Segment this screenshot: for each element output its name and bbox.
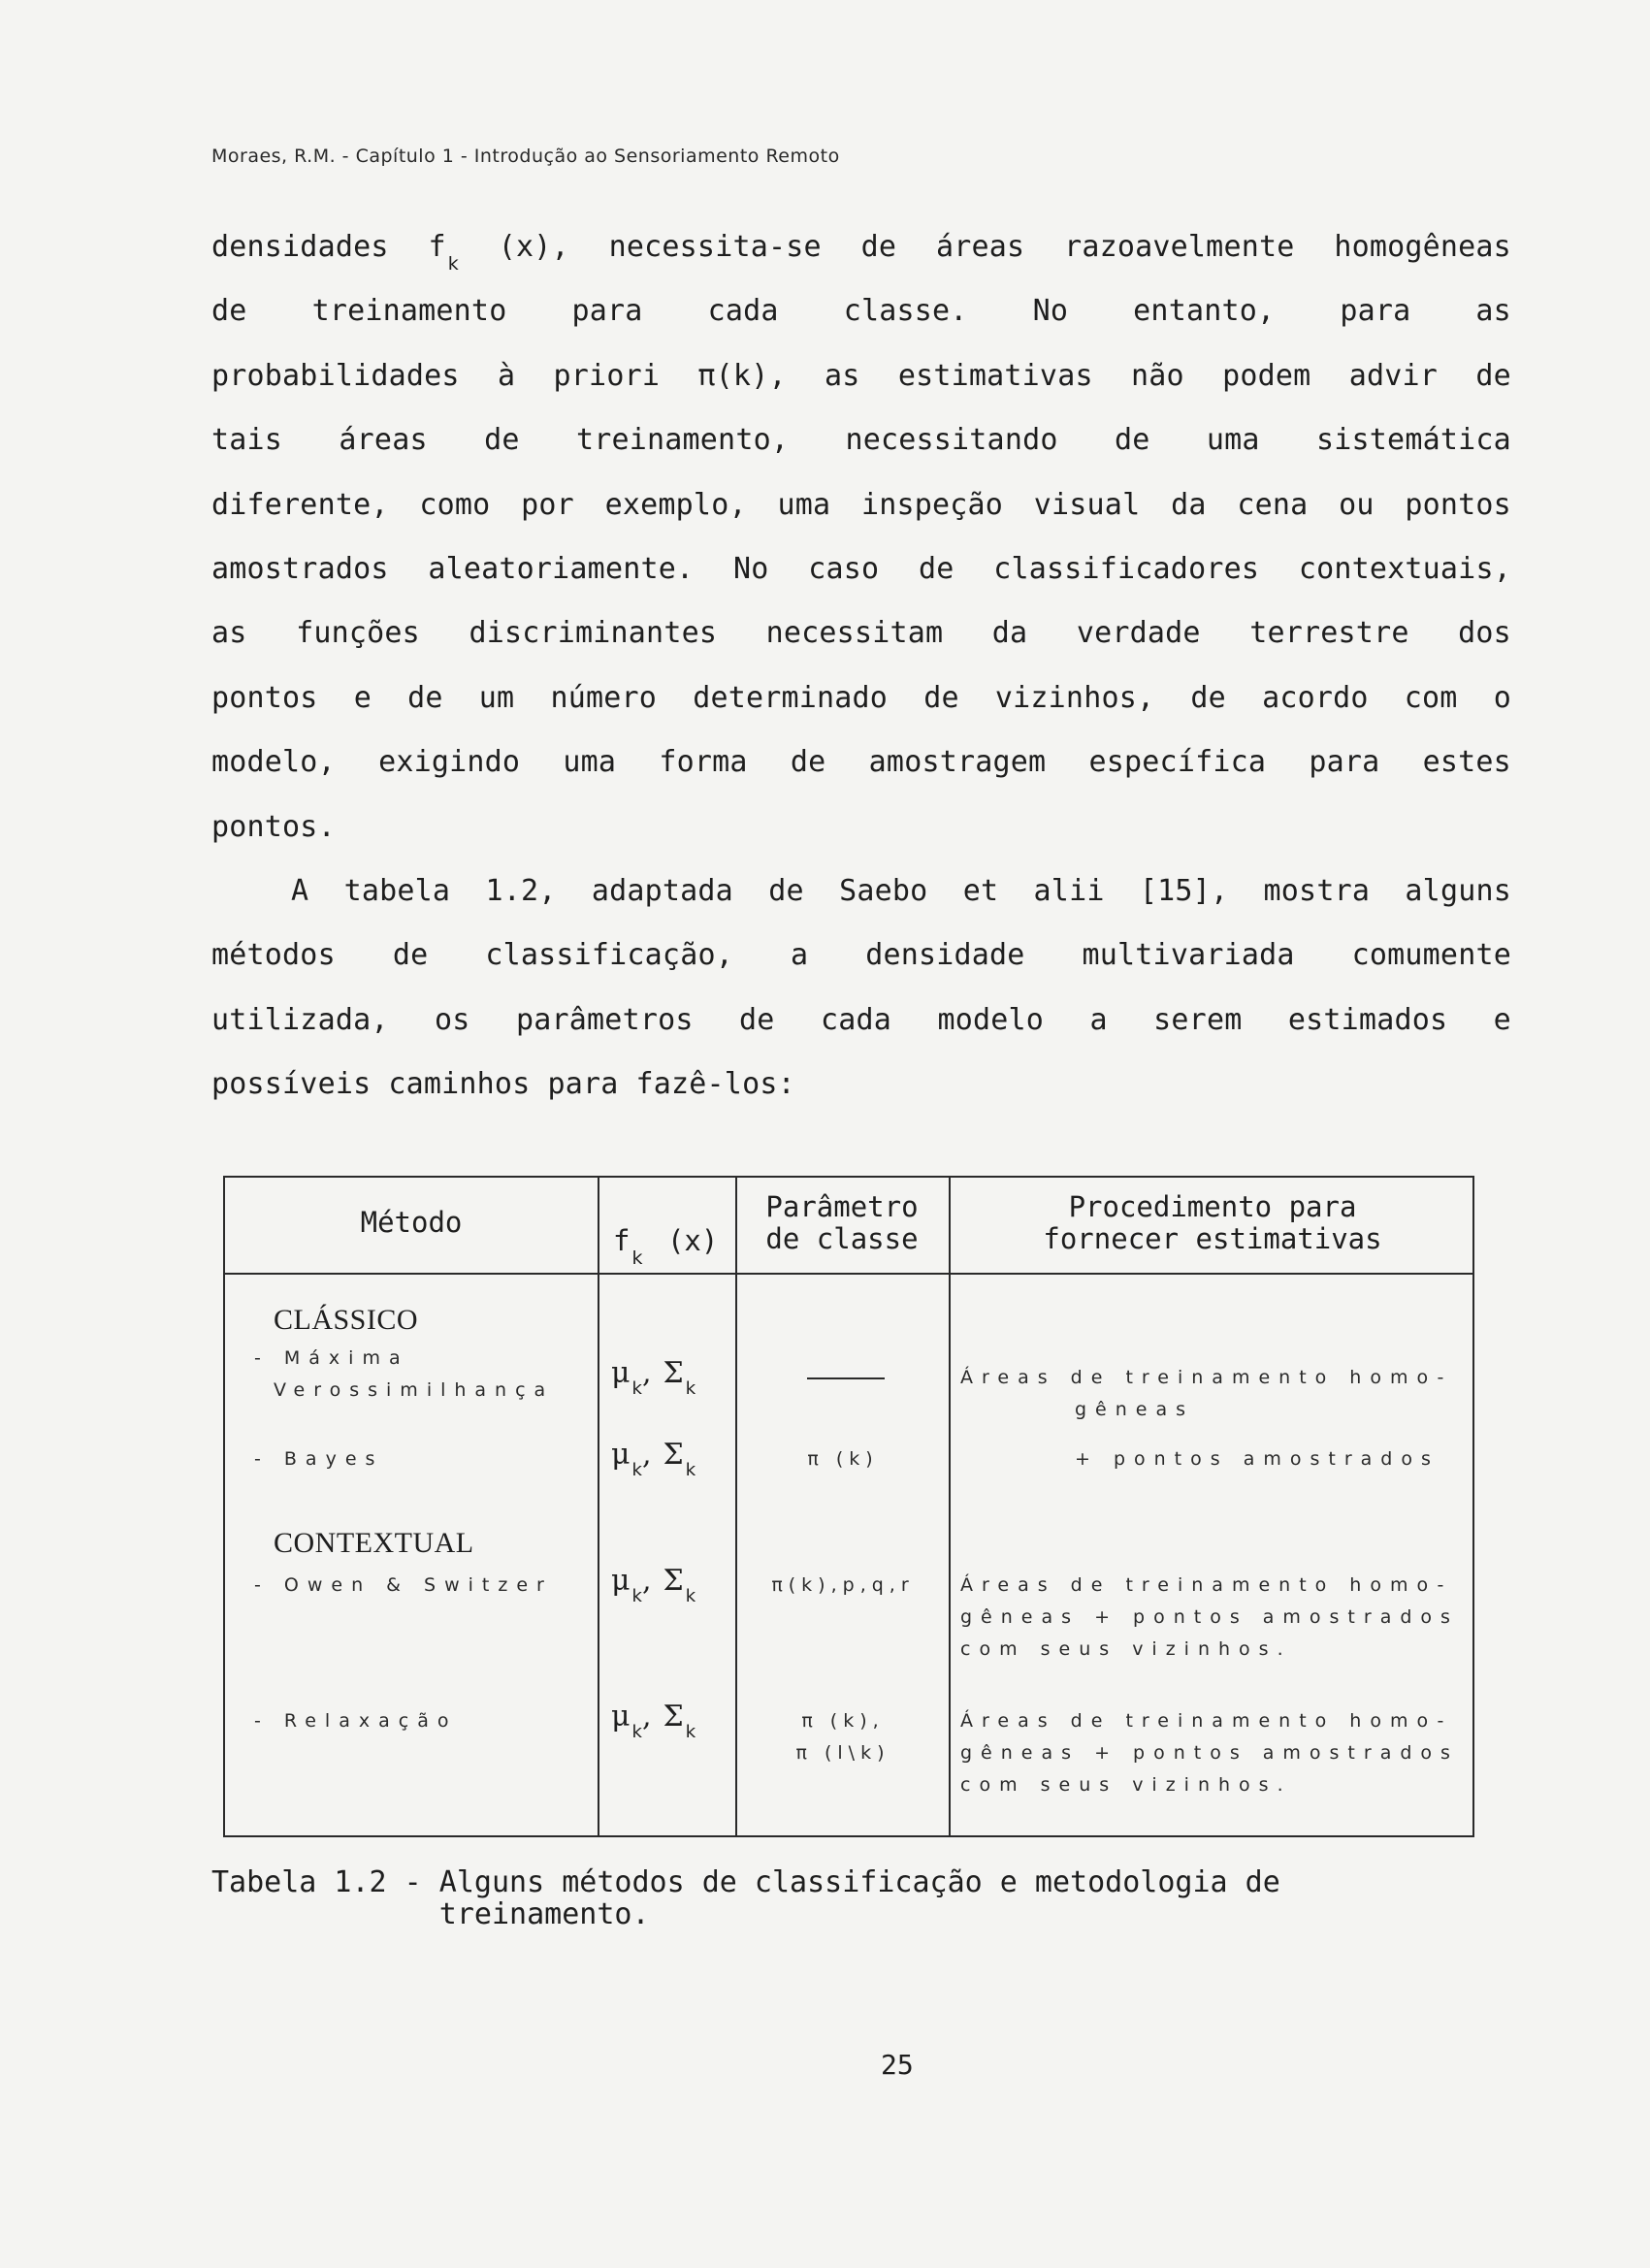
word: necessitam [765,616,944,651]
density-mu: μ [611,1438,631,1472]
word: homogêneas [1334,230,1511,264]
word: para [1340,294,1411,329]
word: uma [777,487,831,522]
word: da [991,616,1028,651]
word: determinado [693,680,889,715]
word: de [1114,423,1150,458]
word: de [484,423,520,458]
word: caminhos [388,1067,531,1102]
word: estimados [1287,1002,1448,1037]
density-sub2: k [685,1460,696,1480]
word: diferente, [211,487,389,522]
density-sub2: k [685,1586,696,1606]
header-procedure [949,1191,1476,1255]
word: os [435,1002,470,1037]
word: pontos [211,680,318,715]
word: amostrados [211,551,389,586]
word: número [550,680,658,715]
density-mu: μ [611,1564,631,1598]
word: para [571,294,643,329]
text-line [211,601,1511,665]
density-sub2: k [685,1722,696,1742]
density-sub1: k [631,1378,642,1399]
word: para [547,1067,619,1102]
word: sistemática [1316,423,1511,458]
word: dos [1458,616,1511,651]
word: áreas [339,423,428,458]
word: probabilidades [211,358,460,393]
density-params [611,1438,696,1480]
word: de [923,680,959,715]
parameter-value: π(k),p,q,r [771,1574,915,1596]
word: forma [659,745,748,780]
header-density-sub: k [631,1247,643,1269]
word: inspeção [860,487,1004,522]
word: e [353,680,372,715]
word: cena [1237,487,1309,522]
word: da [1171,487,1207,522]
word: necessita-se [608,230,822,264]
density-comma: , [641,1564,652,1598]
word: No [1032,294,1069,329]
word: densidade [865,938,1025,973]
table-column-divider [949,1178,951,1835]
procedure-text: gêneas + pontos amostrados [960,1606,1459,1628]
word: [15], [1139,873,1229,908]
text-line [211,859,1511,923]
word: π(k), [697,358,787,393]
word: uma [1206,423,1260,458]
paragraph-2 [211,859,1511,1118]
procedure-text: gêneas + pontos amostrados [960,1742,1459,1764]
word: acordo [1262,680,1369,715]
density-comma: , [641,1438,652,1472]
word: as [1475,294,1511,329]
word: serem [1153,1002,1243,1037]
density-mu: μ [611,1356,631,1390]
running-header: Moraes, R.M. - Capítulo 1 - Introdução ao Sensoriamento Remoto [211,146,840,167]
page-number: 25 [881,2049,914,2081]
word: de [392,938,429,973]
word: a [790,938,809,973]
procedure-text: Áreas de treinamento homo- [960,1574,1453,1596]
word: et [962,873,999,908]
word: de [768,873,804,908]
word: No [732,551,769,586]
table-caption [211,1866,1280,1930]
word: as [211,616,247,651]
table-column-divider [735,1178,737,1835]
method-label: - Bayes [254,1448,384,1470]
density-comma: , [641,1356,652,1390]
word: à [497,358,516,393]
group-classic: CLÁSSICO [274,1304,419,1336]
word: advir [1348,358,1439,393]
density-params [611,1700,696,1742]
density-sub1: k [631,1722,642,1742]
parameter-value: π (k) [807,1448,879,1470]
header-parameter [735,1191,949,1255]
density-params [611,1564,696,1606]
text-line [211,408,1511,472]
word: mostra [1263,873,1371,908]
density-sigma: Σ [663,1438,684,1472]
word: exigindo [378,745,521,780]
word: funções [296,616,420,651]
word: um [478,680,515,715]
word: com [1404,680,1458,715]
text-line [211,666,1511,730]
word: Saebo [839,873,928,908]
word: de [739,1002,775,1037]
word: (x), [498,230,569,264]
word: 1.2, [485,873,557,908]
header-procedure-line2: fornecer estimativas [1043,1222,1382,1255]
word: cada [821,1002,892,1037]
word: tabela [343,873,451,908]
word: estimativas [897,358,1093,393]
text-line [211,473,1511,537]
word: comumente [1351,938,1511,973]
word: para [1309,745,1380,780]
text-line [211,730,1511,794]
word: não [1131,358,1184,393]
word: terrestre [1249,616,1409,651]
text-line [211,344,1511,408]
word: de [407,680,443,715]
word: de [211,294,247,329]
text-line [211,279,1511,343]
density-f: f [428,230,446,264]
word: amostragem [868,745,1047,780]
procedure-text: Áreas de treinamento homo- [960,1367,1453,1388]
word: fazê-los: [635,1067,795,1102]
word: vizinhos, [994,680,1155,715]
word: as [825,358,860,393]
word: específica [1088,745,1267,780]
body-text [211,215,1511,1117]
density-symbol [428,215,458,279]
word: aleatoriamente. [428,551,695,586]
word: o [1493,680,1511,715]
text-line [211,988,1511,1053]
word: métodos [211,938,336,973]
word: de [1475,358,1511,393]
word: adaptada [591,873,733,908]
word: alguns [1405,873,1511,908]
procedure-text: com seus vizinhos. [960,1638,1292,1660]
word: razoavelmente [1064,230,1295,264]
word: visual [1033,487,1141,522]
word: verdade [1076,616,1201,651]
density-sub1: k [631,1586,642,1606]
table-column-divider [598,1178,599,1835]
word: ou [1339,487,1375,522]
word: como [419,487,491,522]
text-line [211,795,1511,859]
word: de [790,745,826,780]
header-parameter-line2: de classe [765,1222,919,1255]
word: possíveis [211,1067,372,1102]
word: priori [553,358,661,393]
density-sigma: Σ [663,1700,684,1733]
header-method: Método [360,1206,463,1239]
word: e [1493,1002,1511,1037]
procedure-text: Áreas de treinamento homo- [960,1710,1453,1732]
parameter-value: π (k), [801,1710,885,1732]
density-subscript: k [447,253,459,275]
density-sigma: Σ [663,1564,684,1598]
density-sigma: Σ [663,1356,684,1390]
caption-line1: Tabela 1.2 - Alguns métodos de classificação e metodologia de [211,1865,1280,1899]
word: estes [1422,745,1511,780]
word: de [918,551,954,586]
word: discriminantes [469,616,718,651]
word: treinamento [311,294,507,329]
word: classificadores [993,551,1260,586]
word: a [1089,1002,1108,1037]
word: cada [707,294,779,329]
header-density-x: (x) [666,1224,719,1257]
word: modelo [937,1002,1045,1037]
density-comma: , [641,1700,652,1733]
word: utilizada, [211,1002,389,1037]
word: classe. [843,294,968,329]
word: áreas [935,230,1025,264]
word: entanto, [1133,294,1276,329]
word: pontos [1405,487,1511,522]
word: podem [1222,358,1311,393]
word: contextuais, [1298,551,1511,586]
density-params [611,1356,696,1399]
word: necessitando [845,423,1058,458]
table-header-divider [225,1273,1472,1275]
word: de [1190,680,1226,715]
method-label: - Máxima [254,1347,409,1369]
parameter-value: π (l\k) [795,1742,890,1764]
word: parâmetros [516,1002,694,1037]
header-density-f: f [613,1224,631,1257]
empty-parameter-dash [807,1377,885,1379]
word: tais [211,423,283,458]
density-mu: μ [611,1700,631,1733]
group-contextual: CONTEXTUAL [274,1527,474,1559]
text-line [211,1053,1511,1117]
word: de [860,230,897,264]
procedure-text: + pontos amostrados [1075,1448,1440,1470]
paragraph-1 [211,215,1511,859]
header-parameter-line1: Parâmetro [765,1190,919,1223]
text-line [211,923,1511,988]
methods-table [223,1176,1474,1837]
method-label: - Owen & Switzer [254,1574,553,1596]
word: classificação, [485,938,733,973]
procedure-text: com seus vizinhos. [960,1774,1292,1796]
method-label: - Relaxação [254,1710,458,1732]
density-sub1: k [631,1460,642,1480]
word: uma [563,745,617,780]
word: modelo, [211,745,336,780]
text-line [211,215,1511,279]
word: exemplo, [604,487,747,522]
text-line [211,537,1511,601]
word: pontos. [211,809,336,844]
word: A [291,873,309,908]
header-procedure-line1: Procedimento para [1068,1190,1357,1223]
word: caso [808,551,880,586]
header-density [613,1224,719,1269]
density-sub2: k [685,1378,696,1399]
word: por [521,487,574,522]
procedure-text: gêneas [1075,1399,1195,1420]
word: densidades [211,230,389,264]
word: alii [1033,873,1105,908]
caption-line2: treinamento. [211,1897,650,1931]
word: treinamento, [575,423,790,458]
word: multivariada [1082,938,1295,973]
method-label: Verossimilhança [274,1379,555,1401]
